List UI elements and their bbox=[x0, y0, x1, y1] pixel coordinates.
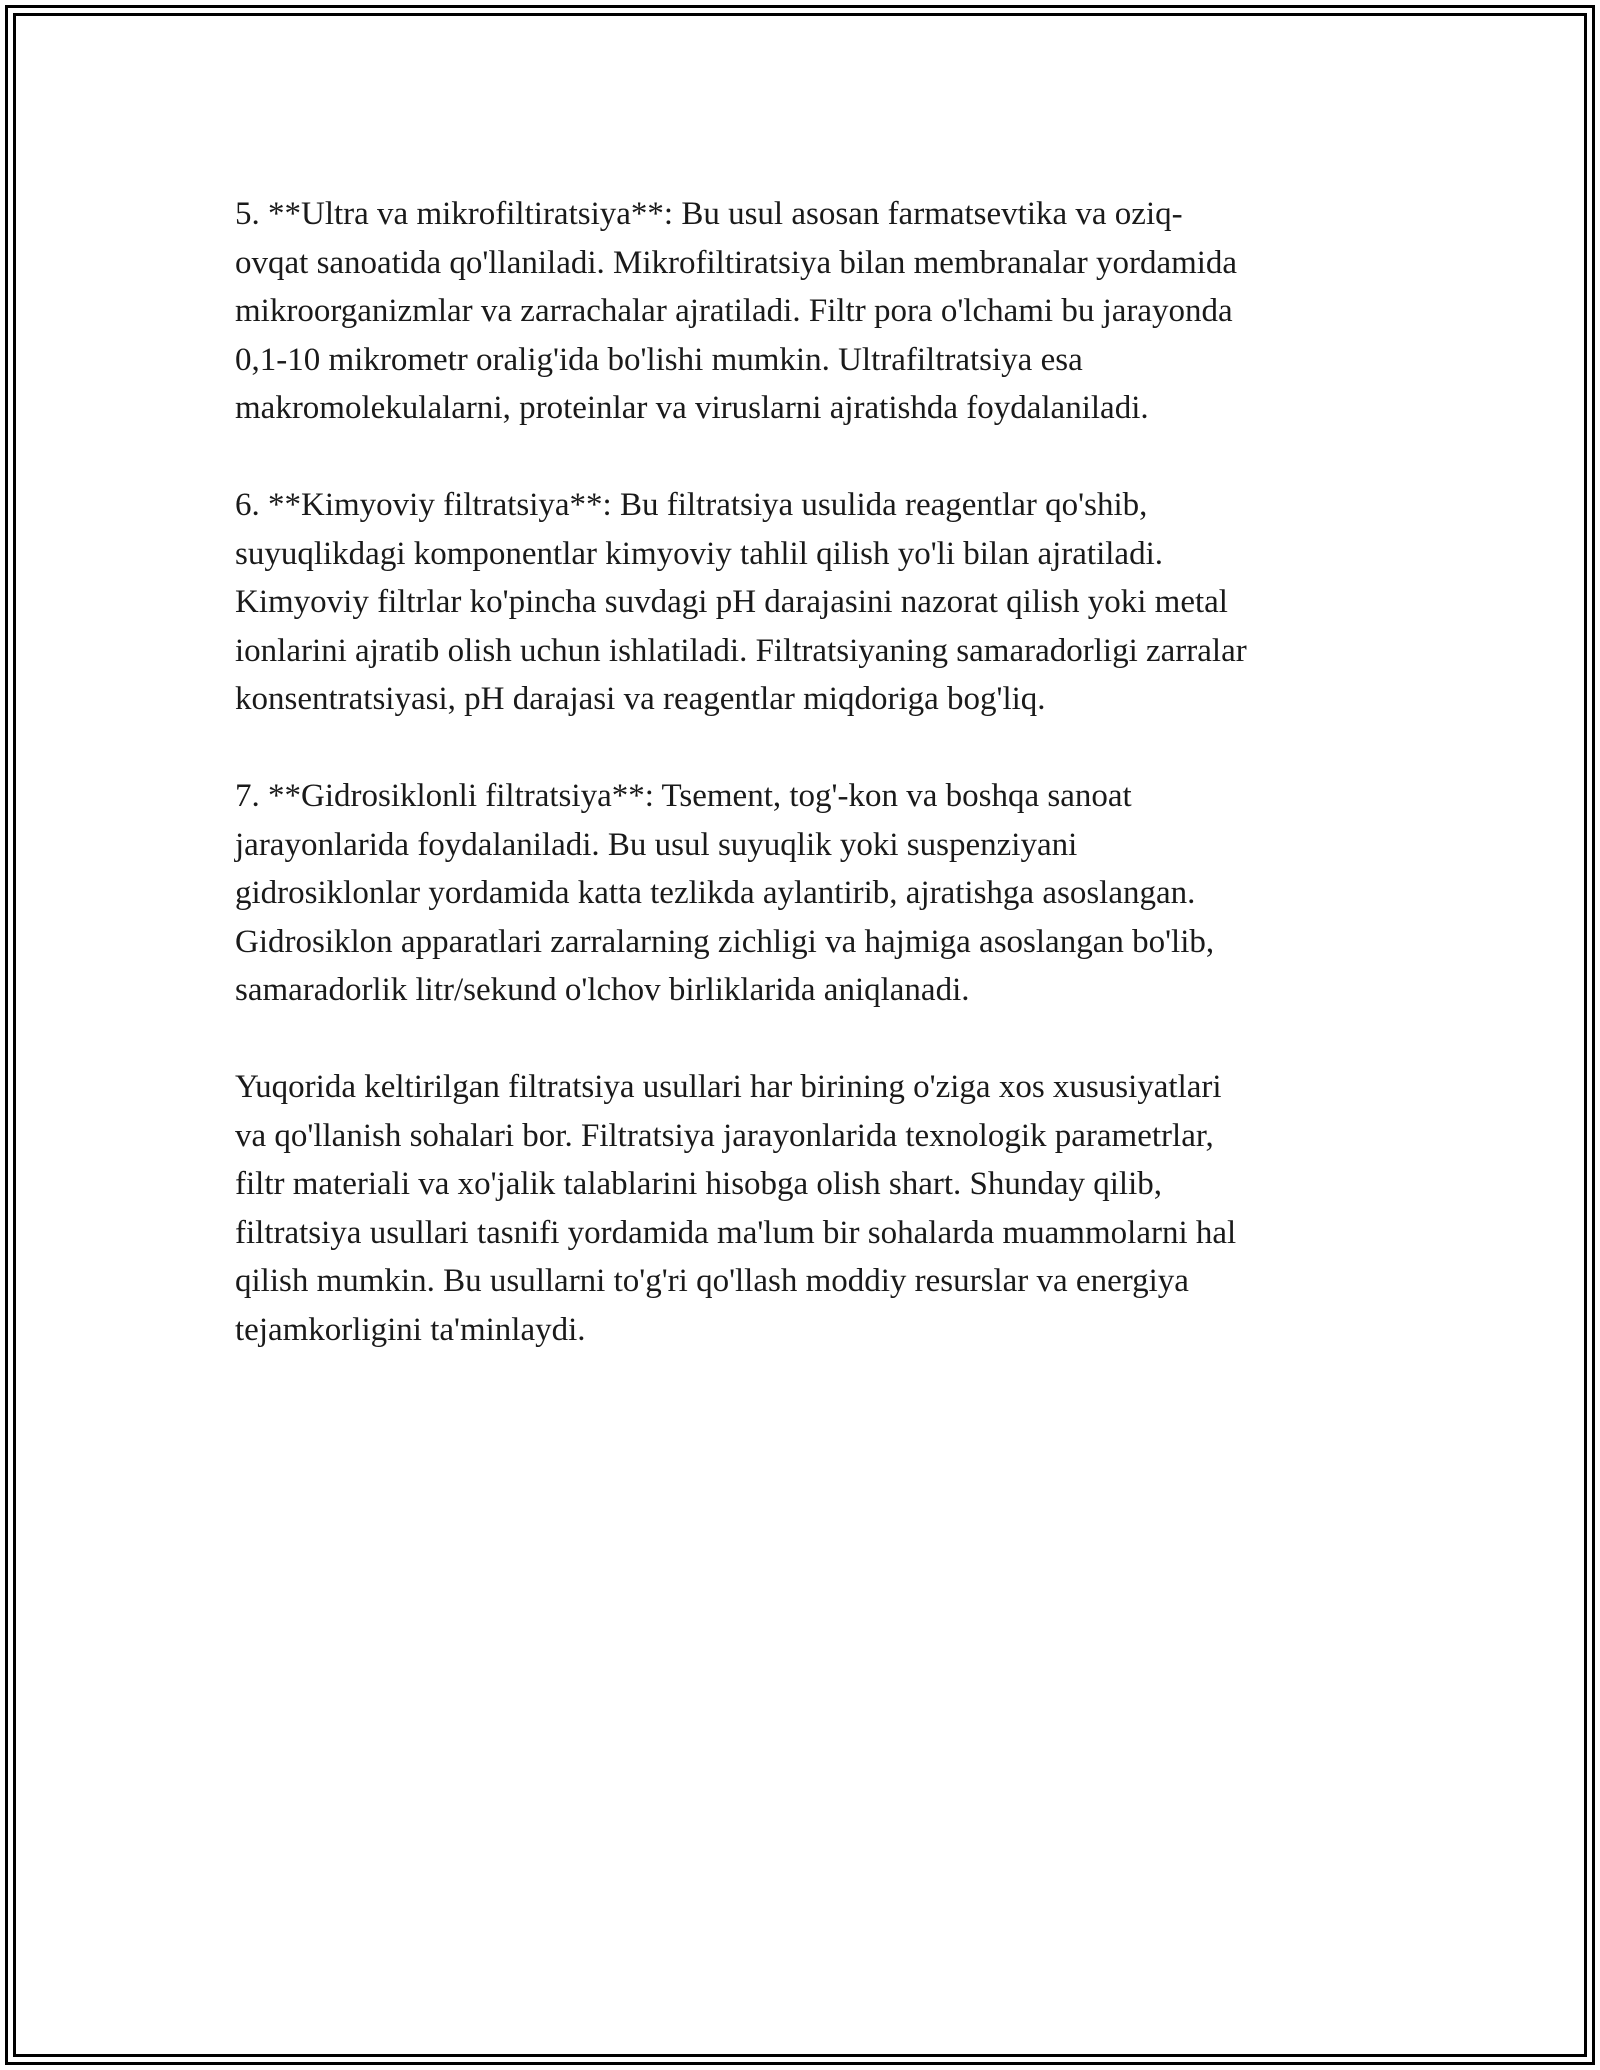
document-body bbox=[235, 190, 1375, 1403]
paragraph-kimyoviy-filtratsiya: 6. **Kimyoviy filtratsiya**: Bu filtratsiya usulida reagentlar qo'shib, suyuqlikdagi komponentlar kimyoviy tahlil qilish yo'li bilan ajratiladi. Kimyoviy filtrlar ko'pincha suvdagi pH darajasini nazorat qilish yoki metal ionlarini ajratib olish uchun ishlatiladi. Filtratsiyaning samaradorligi zarralar konsentratsiyasi, pH darajasi va reagentlar miqdoriga bog'liq. bbox=[235, 487, 1247, 717]
paragraph-conclusion: Yuqorida keltirilgan filtratsiya usullari har birining o'ziga xos xususiyatlari va qo'llanish sohalari bor. Filtratsiya jarayonlarida texnologik parametrlar, filtr materiali va xo'jalik talablarini hisobga olish shart. Shunday qilib, filtratsiya usullari tasnifi yordamida ma'lum bir sohalarda muammolarni hal qilish mumkin. Bu usullarni to'g'ri qo'llash moddiy resurslar va energiya tejamkorligini ta'minlaydi. bbox=[235, 1069, 1237, 1348]
paragraph-gidrosiklonli-filtratsiya: 7. **Gidrosiklonli filtratsiya**: Tsement, tog'-kon va boshqa sanoat jarayonlarida foydalaniladi. Bu usul suyuqlik yoki suspenziyani gidrosiklonlar yordamida katta tezlikda aylantirib, ajratishga asoslangan. Gidrosiklon apparatlari zarralarning zichligi va hajmiga asoslangan bo'lib, samaradorlik litr/sekund o'lchov birliklarida aniqlanadi. bbox=[235, 778, 1215, 1008]
paragraph-ultra-mikrofiltiratsiya: 5. **Ultra va mikrofiltiratsiya**: Bu usul asosan farmatsevtika va oziq- ovqat sanoatida qo'llaniladi. Mikrofiltiratsiya bilan membranalar yordamida mikroorganizmlar va zarrachalar ajratiladi. Filtr pora o'lchami bu jarayonda 0,1-10 mikrometr oralig'ida bo'lishi mumkin. Ultrafiltratsiya esa makromolekulalarni, proteinlar va viruslarni ajratishda foydalaniladi. bbox=[235, 196, 1238, 426]
